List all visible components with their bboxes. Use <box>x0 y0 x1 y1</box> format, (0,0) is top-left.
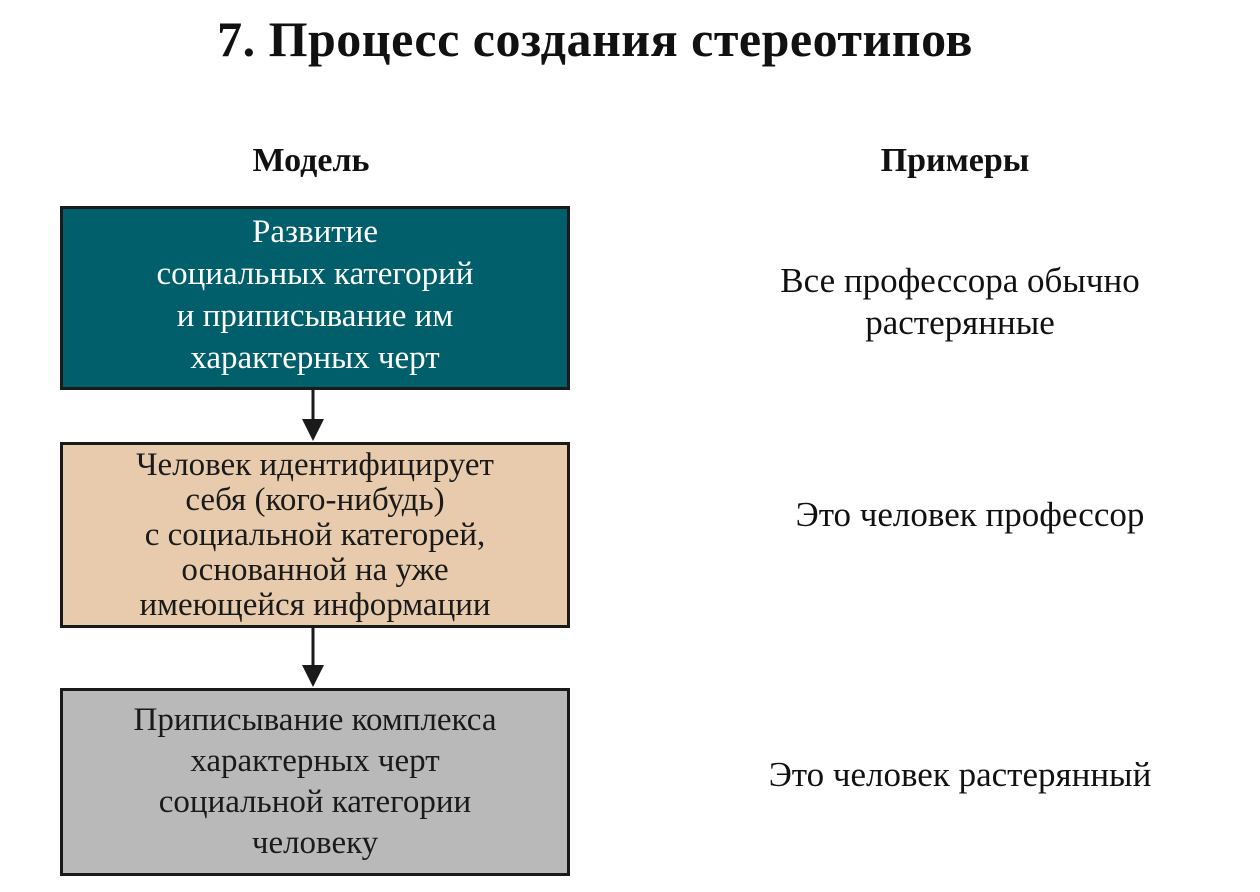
step-text: Человек идентифицирует себя (кого-нибудь) с социальной категорей, основанной на уже имеющейся информации <box>136 446 494 623</box>
flow-arrow-down <box>298 627 328 687</box>
example-text: Все профессора обычно растерянные <box>780 261 1140 342</box>
examples-column-heading: Примеры <box>880 142 1030 179</box>
step-text: Развитие социальных категорий и приписывание им характерных черт <box>156 214 474 376</box>
step-box-identification <box>60 442 570 628</box>
page-title: 7. Процесс создания стереотипов <box>217 11 973 67</box>
model-column-heading: Модель <box>252 142 370 179</box>
step-box-trait-attribution <box>60 688 570 876</box>
example-text: Это человек растерянный <box>768 755 1152 794</box>
example-text: Это человек профессор <box>795 495 1145 534</box>
step-text: Приписывание комплекса характерных черт социальной категории человеку <box>133 702 497 861</box>
step-box-category-development <box>60 206 570 390</box>
flow-arrow-down <box>298 389 328 441</box>
